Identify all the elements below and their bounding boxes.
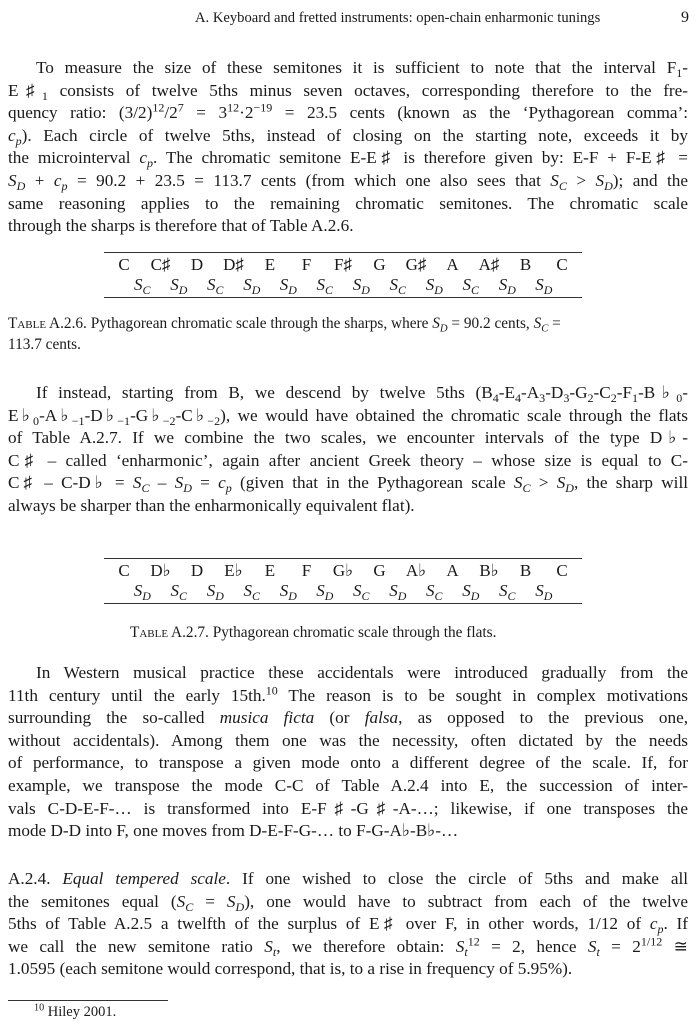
note-cell: C <box>556 255 568 274</box>
text-line: C♯ – called ‘enharmonic’, again after ancient Greek theory – whose size is equal to C- <box>8 450 688 470</box>
semitone-cell: $S_D$ <box>425 275 443 298</box>
note-cell: D♭ <box>150 561 171 580</box>
table-notes-row <box>104 559 582 581</box>
text-line: In Western musical practice these accidentals were introduced gradually from the <box>36 663 688 682</box>
note-cell: B <box>519 255 532 274</box>
chain-note: $E_4$ <box>504 383 522 406</box>
descent-chain-cont: $E♭_0-A♭_{-1}-D♭_{-1}-G♭_{-2}-C♭_{-2}$ <box>8 405 221 428</box>
note-cell: D <box>190 561 204 580</box>
note-cell: D <box>190 255 204 274</box>
semitone-cell: $S_D$ <box>535 275 553 298</box>
chain-note: $D♭_{-1}$ <box>90 405 131 428</box>
text-line: $S_D + c_p = 90.2 + 23.5 = 113.7$ cents (from which one also sees that $S_C > S_D$); and the <box>8 170 688 194</box>
semitone-cell: $S_C$ <box>389 275 406 298</box>
semitone-cell: $S_C$ <box>243 581 260 604</box>
semitone-cell: $S_D$ <box>133 581 151 604</box>
table-notes-row <box>104 253 582 275</box>
table-steps-row <box>104 275 582 297</box>
table-a-2-7 <box>104 558 582 604</box>
semitone-cell: $S_D$ <box>535 581 553 604</box>
text-line: same reasoning applies to the remaining chromatic semitones. The chromatic scale <box>8 193 688 213</box>
semitone-cell: $S_D$ <box>462 581 480 604</box>
semitone-cell: $S_D$ <box>352 275 370 298</box>
note-cell: F <box>301 561 312 580</box>
footnote-number: 10 <box>34 1002 45 1014</box>
running-head <box>0 6 696 28</box>
note-cell: A♭ <box>405 561 427 580</box>
note-cell: C♯ <box>150 255 171 274</box>
chain-note: $A♭_{-1}$ <box>44 405 85 428</box>
chain-note: $F_1$ <box>622 383 639 406</box>
descent-chain: $_4-E_4-A_3-D_3-G_2-C_2-F_1-B♭_0-$ <box>492 383 688 406</box>
semitone-cell: $S_D$ <box>279 581 297 604</box>
text-line: $E♭_0-A♭_{-1}-D♭_{-1}-G♭_{-2}-C♭_{-2}$), we would have obtained the chromatic scale through the flats <box>8 405 688 428</box>
text-line: of performance, to transpose a given mode onto a different degree of the scale. If, for <box>8 753 688 773</box>
semitone-cell: $S_D$ <box>279 275 297 298</box>
semitone-cell: $S_C$ <box>207 275 224 298</box>
chain-note: $A_3$ <box>526 383 546 406</box>
text-line: the microinterval $c_p$. The chromatic semitone E-E♯ is therefore given by: E-F + F-E♯ = <box>8 148 688 171</box>
note-cell: A <box>446 255 459 274</box>
text-line: through the sharps is therefore that of Table A.2.6. <box>8 216 354 236</box>
semitone-cell: $S_D$ <box>170 275 188 298</box>
note-cell: G♭ <box>332 561 354 580</box>
note-cell: A♯ <box>478 255 500 274</box>
chain-note: $E♭_0$ <box>8 405 40 428</box>
table-steps-row <box>104 581 582 603</box>
text-line: To measure the size of these semitones it is sufficient to note that the interval $F_1-$ <box>36 58 688 81</box>
semitone-cell: $S_D$ <box>389 581 407 604</box>
text-line: If instead, starting from B, we descend by twelve 5ths ($B_4-E_4-A_3-D_3-G_2-C_2-F_1-B♭_0-$ <box>36 383 688 406</box>
text-line: 11th century until the early 15th.$^{10}$ The reason is to be sought in complex motivations <box>8 682 688 705</box>
semitone-cell: $S_C$ <box>499 581 516 604</box>
chain-note: $C_2$ <box>599 383 617 406</box>
chain-note: $G_2$ <box>575 383 594 406</box>
note-cell: B <box>519 561 532 580</box>
text-line: without accidentals). Among them one was the necessity, often dictated by the needs <box>8 730 688 750</box>
chain-note: $D_3$ <box>550 383 570 406</box>
semitone-cell: $S_D$ <box>243 275 261 298</box>
semitone-cell: $S_C$ <box>170 581 187 604</box>
footnote-text: Hiley 2001. <box>44 1004 117 1020</box>
semitone-cell: $S_D$ <box>316 581 334 604</box>
semitone-cell: $S_D$ <box>498 275 516 298</box>
text-line: 1.0595 (each semitone would correspond, that is, to a rise in frequency of 5.95%). <box>8 959 573 979</box>
text-line: $c_p$). Each circle of twelve 5ths, instead of closing on the starting note, exceeds it by <box>8 125 688 148</box>
semitone-cell: $S_C$ <box>134 275 151 298</box>
note-cell: E <box>264 561 276 580</box>
section-number: A.2.4. <box>8 869 63 888</box>
paragraph-1 <box>8 57 688 238</box>
page-number: 9 <box>681 9 689 26</box>
paragraph-3 <box>8 662 688 843</box>
note-cell: G <box>373 255 386 274</box>
semitone-cell: $S_D$ <box>206 581 224 604</box>
note-cell: G <box>373 561 386 580</box>
paragraph-2 <box>8 382 688 518</box>
semitone-cell: $S_C$ <box>462 275 479 298</box>
note-cell: A <box>446 561 459 580</box>
footnote-rule <box>8 1000 168 1001</box>
table-a-2-7-caption: Table A.2.7. Pythagorean chromatic scale through the flats. <box>130 624 497 641</box>
note-cell: C <box>118 255 130 274</box>
note-cell: B♭ <box>479 561 499 580</box>
text-line: mode D-D into F, one moves from D-E-F-G-… to F-G-A♭-B♭-… <box>8 821 459 841</box>
chain-note: $B♭_0$ <box>643 383 683 406</box>
section-title: Equal tempered scale <box>62 869 226 888</box>
footnote <box>34 1004 116 1021</box>
text-line: always be sharper than the enharmonically equivalent flat). <box>8 495 415 515</box>
text-line: of Table A.2.7. If we combine the two scales, we encounter intervals of the type D♭- <box>8 428 688 448</box>
note-cell: C <box>118 561 130 580</box>
table-a-2-6-caption: Table A.2.6. Pythagorean chromatic scale through the sharps, where $S_D = 90.2$ cents, $S_C$ = 113.7 cents. <box>8 315 561 353</box>
text-line: vals C-D-E-F-… is transformed into E-F♯-G♯-A-…; likewise, if one transposes the <box>8 798 688 818</box>
text-line: surrounding the so-called musica ficta (or falsa, as opposed to the previous one, <box>8 708 689 728</box>
note-cell: F♯ <box>334 255 352 274</box>
semitone-cell: $S_C$ <box>316 275 333 298</box>
note-cell: C <box>556 561 568 580</box>
text-line: C♯ – C-D♭ = $S_C - S_D = c_p$ (given that in the Pythagorean scale $S_C > S_D$, the sharp will <box>8 473 689 496</box>
paragraph-4-section-a-2-4 <box>8 868 688 981</box>
note-cell: F <box>301 255 312 274</box>
note-cell: E♭ <box>224 561 243 580</box>
text-line: quency ratio: $(3/2)^{12}/2^7 = 3^{12}\cdot 2^{-19} = 23.5$ cents (known as the ‘Pythagorean comma’: <box>8 100 688 123</box>
semitone-cell: $S_C$ <box>353 581 370 604</box>
note-cell: D♯ <box>223 255 244 274</box>
text-line: 5ths of Table A.2.5 a twelfth of the surplus of E♯ over F, in other words, 1/12 of $c_p$. If <box>8 914 688 937</box>
text-line: we call the new semitone ratio $S_t$, we therefore obtain: $S_t^{12} = 2$, hence $S_t = 2^{1/12}$ ≅ <box>8 934 689 959</box>
text-line: the semitones equal $(S_C = S_D)$, one would have to subtract from each of the twelve <box>8 891 689 914</box>
text-line: A.2.4. Equal tempered scale. If one wished to close the circle of 5ths and make all <box>8 869 689 888</box>
table-a-2-6 <box>104 252 582 298</box>
text-line: $E♯_1$ consists of twelve 5ths minus seven octaves, corresponding therefore to the fre- <box>8 80 689 103</box>
footnote-ref: 10 <box>265 682 278 697</box>
text-line: example, we transpose the mode C-C of Table A.2.4 into E, the succession of inter- <box>8 775 688 795</box>
note-cell: G♯ <box>405 255 427 274</box>
chain-note: $G♭_{-2}$ <box>135 405 176 428</box>
semitone-cell: $S_C$ <box>426 581 443 604</box>
chain-note: $C♭_{-2}$ <box>181 405 221 428</box>
running-head-title: A. Keyboard and fretted instruments: open-chain enharmonic tunings <box>195 10 601 26</box>
note-cell: E <box>264 255 276 274</box>
